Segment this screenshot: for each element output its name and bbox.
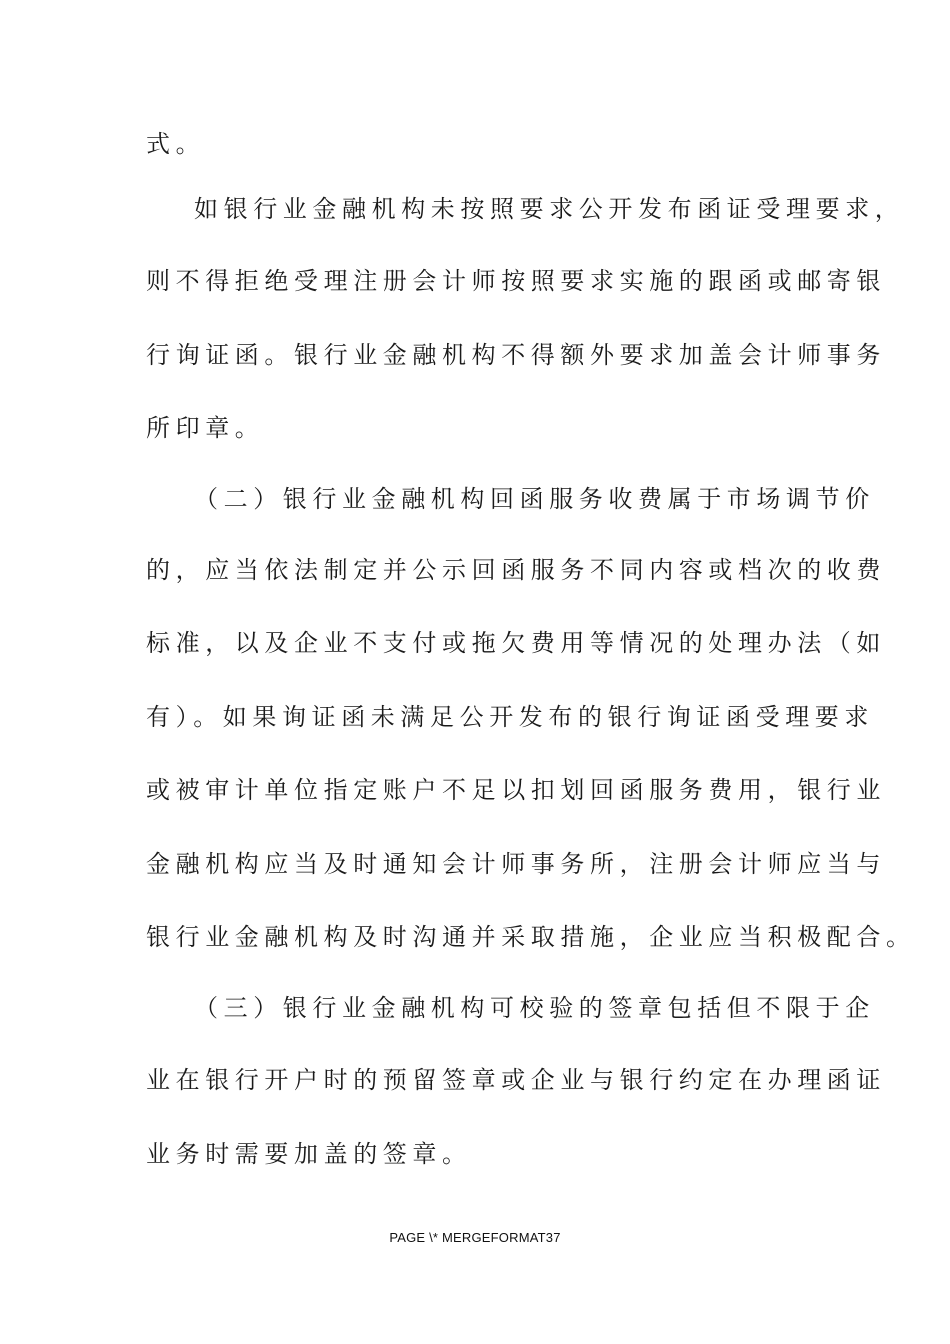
paragraph-first-line: 如银行业金融机构未按照要求公开发布函证受理要求，	[194, 195, 905, 223]
text-line: 所印章。	[146, 414, 265, 442]
text-line: 业在银行开户时的预留签章或企业与银行约定在办理函证	[146, 1066, 886, 1094]
text-line: 金融机构应当及时通知会计师事务所，注册会计师应当与	[146, 850, 886, 878]
text-line: 有）。如果询证函未满足公开发布的银行询证函受理要求	[146, 703, 874, 731]
text-line: 业务时需要加盖的签章。	[146, 1140, 472, 1168]
paragraph-first-line: （二）银行业金融机构回函服务收费属于市场调节价	[194, 485, 875, 513]
text-line: 行询证函。银行业金融机构不得额外要求加盖会计师事务	[146, 341, 886, 369]
text-line: 标准，以及企业不支付或拖欠费用等情况的处理办法（如	[146, 629, 886, 657]
text-line: 的，应当依法制定并公示回函服务不同内容或档次的收费	[146, 556, 886, 584]
text-line: 式。	[146, 130, 206, 158]
text-line: 或被审计单位指定账户不足以扣划回函服务费用，银行业	[146, 776, 886, 804]
page-footer: PAGE \* MERGEFORMAT37	[389, 1230, 561, 1245]
text-line: 则不得拒绝受理注册会计师按照要求实施的跟函或邮寄银	[146, 267, 886, 295]
paragraph-first-line: （三）银行业金融机构可校验的签章包括但不限于企	[194, 994, 875, 1022]
text-line: 银行业金融机构及时沟通并采取措施，企业应当积极配合。	[146, 923, 916, 951]
